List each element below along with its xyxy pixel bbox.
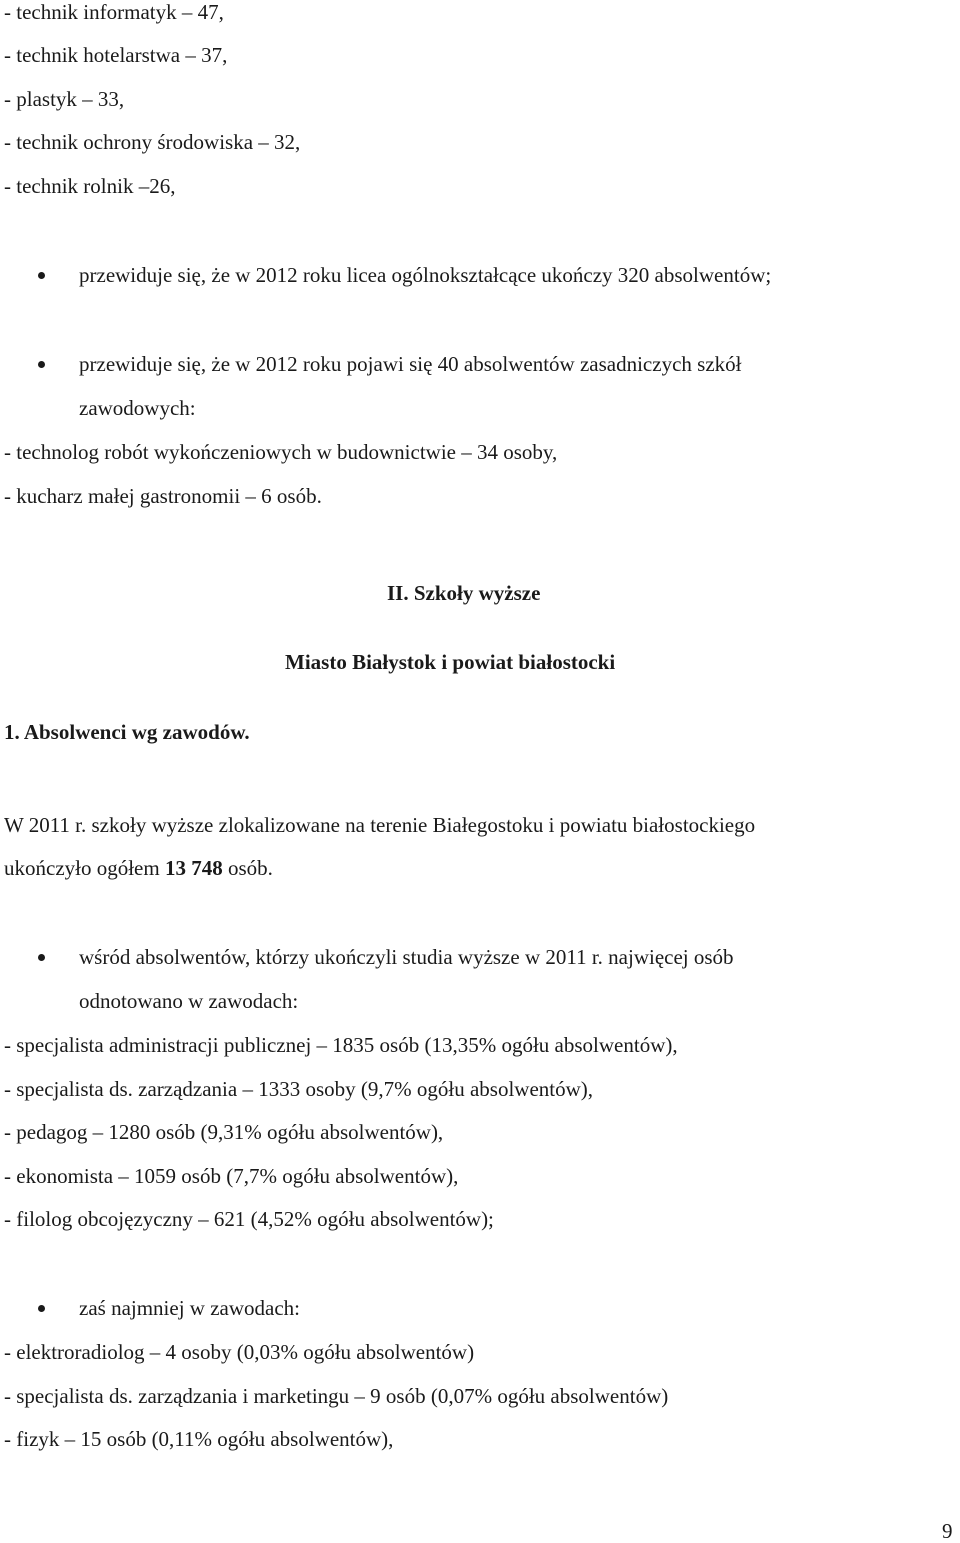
paragraph-text: osób.: [222, 856, 273, 880]
bullet-icon: [38, 1305, 45, 1312]
page-number: 9: [942, 1519, 953, 1543]
subsection-title: 1. Absolwenci wg zawodów.: [4, 720, 250, 744]
paragraph-line: [4, 856, 273, 880]
list-item: - technik rolnik –26,: [4, 174, 176, 198]
list-item: - elektroradiolog – 4 osoby (0,03% ogółu absolwentów): [4, 1340, 475, 1364]
list-item: - ekonomista – 1059 osób (7,7% ogółu absolwentów),: [4, 1164, 459, 1188]
paragraph-text: ukończyło ogółem: [4, 856, 165, 880]
bullet-text-continuation: odnotowano w zawodach:: [79, 989, 299, 1013]
list-item: - specjalista ds. zarządzania i marketingu – 9 osób (0,07% ogółu absolwentów): [4, 1384, 669, 1408]
bullet-icon: [38, 954, 45, 961]
bullet-text: przewiduje się, że w 2012 roku pojawi się 40 absolwentów zasadniczych szkół: [79, 352, 742, 376]
paragraph-line: W 2011 r. szkoły wyższe zlokalizowane na terenie Białegostoku i powiatu białostockiego: [4, 813, 756, 837]
list-item: - technolog robót wykończeniowych w budownictwie – 34 osoby,: [4, 440, 558, 464]
list-item: - plastyk – 33,: [4, 87, 125, 111]
bullet-text: przewiduje się, że w 2012 roku licea ogólnokształcące ukończy 320 absolwentów;: [79, 263, 772, 287]
list-item: - kucharz małej gastronomii – 6 osób.: [4, 484, 322, 508]
list-item: - filolog obcojęzyczny – 621 (4,52% ogółu absolwentów);: [4, 1207, 494, 1231]
bullet-text-continuation: zawodowych:: [79, 396, 196, 420]
bullet-text: wśród absolwentów, którzy ukończyli studia wyższe w 2011 r. najwięcej osób: [79, 945, 734, 969]
list-item: - pedagog – 1280 osób (9,31% ogółu absolwentów),: [4, 1120, 444, 1144]
list-item: - fizyk – 15 osób (0,11% ogółu absolwentów),: [4, 1427, 394, 1451]
section-title: II. Szkoły wyższe: [387, 581, 541, 605]
section-subtitle: Miasto Białystok i powiat białostocki: [285, 650, 616, 674]
list-item: - technik hotelarstwa – 37,: [4, 43, 228, 67]
bullet-text: zaś najmniej w zawodach:: [79, 1296, 300, 1320]
list-item: - specjalista administracji publicznej – 1835 osób (13,35% ogółu absolwentów),: [4, 1033, 678, 1057]
list-item: - specjalista ds. zarządzania – 1333 osoby (9,7% ogółu absolwentów),: [4, 1077, 594, 1101]
total-graduates-value: 13 748: [164, 856, 223, 880]
list-item: - technik ochrony środowiska – 32,: [4, 130, 301, 154]
list-item: - technik informatyk – 47,: [4, 0, 224, 24]
bullet-icon: [38, 361, 45, 368]
bullet-icon: [38, 272, 45, 279]
